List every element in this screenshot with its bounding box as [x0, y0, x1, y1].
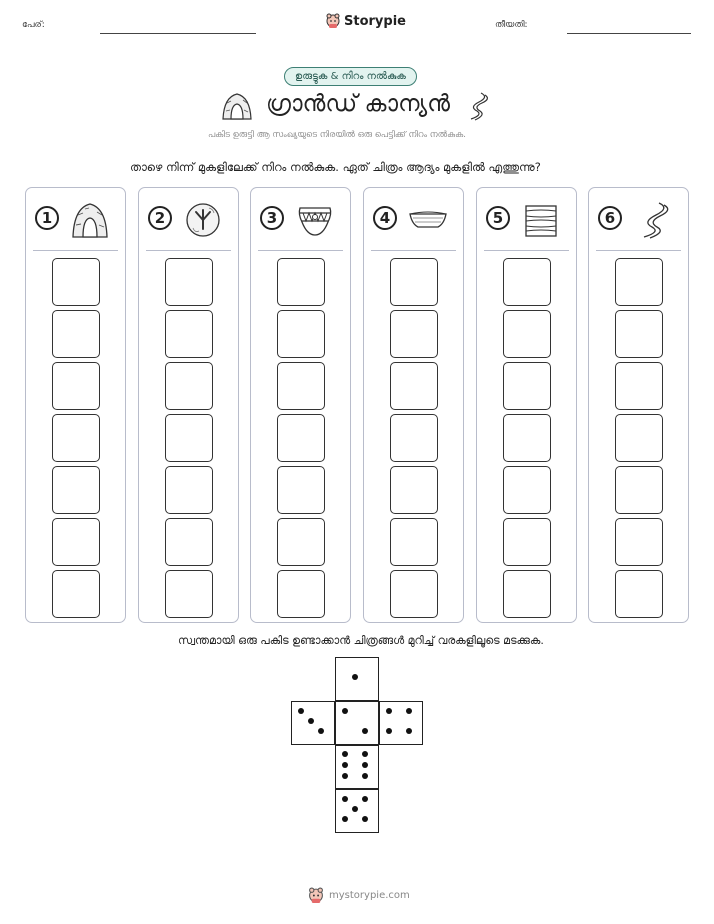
column-divider — [258, 250, 343, 251]
color-box[interactable] — [503, 518, 551, 566]
die-pip — [342, 796, 348, 802]
color-box[interactable] — [277, 518, 325, 566]
column-number: 5 — [486, 206, 510, 230]
river-icon — [463, 91, 491, 121]
color-box[interactable] — [52, 310, 100, 358]
dice-column-3 — [250, 187, 351, 623]
color-box[interactable] — [615, 258, 663, 306]
column-header — [364, 188, 463, 250]
color-box[interactable] — [615, 518, 663, 566]
color-box[interactable] — [615, 570, 663, 618]
page-title: ഗ്രാൻഡ് കാന്യൻ — [266, 91, 450, 117]
die-pip — [352, 674, 358, 680]
color-box[interactable] — [165, 518, 213, 566]
color-box[interactable] — [390, 362, 438, 410]
dice-column-6 — [588, 187, 689, 623]
color-box[interactable] — [390, 310, 438, 358]
die-pip — [362, 751, 368, 757]
dice-column-5 — [476, 187, 577, 623]
column-divider — [371, 250, 456, 251]
die-face-4 — [379, 701, 423, 745]
column-number: 6 — [598, 206, 622, 230]
boat-icon — [408, 200, 448, 240]
color-box[interactable] — [165, 362, 213, 410]
color-box[interactable] — [503, 310, 551, 358]
color-box[interactable] — [52, 258, 100, 306]
column-number: 1 — [35, 206, 59, 230]
die-pip — [308, 718, 314, 724]
die-pip — [362, 816, 368, 822]
column-divider — [484, 250, 569, 251]
color-box[interactable] — [503, 258, 551, 306]
name-line[interactable] — [100, 33, 256, 34]
dice-column-4 — [363, 187, 464, 623]
color-box[interactable] — [52, 466, 100, 514]
die-pip — [342, 816, 348, 822]
die-face-6 — [335, 745, 379, 789]
color-box[interactable] — [277, 570, 325, 618]
color-box[interactable] — [165, 310, 213, 358]
die-face-5 — [335, 789, 379, 833]
die-face-3 — [291, 701, 335, 745]
activity-badge: ഉരുട്ടുക & നിറം നൽകുക — [284, 67, 417, 86]
date-label: തീയതി: — [495, 20, 528, 30]
color-box[interactable] — [503, 362, 551, 410]
color-box[interactable] — [503, 570, 551, 618]
cave-icon — [70, 200, 110, 240]
die-pip — [318, 728, 324, 734]
color-box[interactable] — [615, 310, 663, 358]
die-pip — [342, 773, 348, 779]
die-pip — [362, 728, 368, 734]
column-header — [477, 188, 576, 250]
dice-column-1 — [25, 187, 126, 623]
column-header — [139, 188, 238, 250]
column-divider — [33, 250, 118, 251]
column-number: 2 — [148, 206, 172, 230]
color-box[interactable] — [277, 466, 325, 514]
cave-icon — [221, 91, 253, 121]
column-header — [251, 188, 350, 250]
die-pip — [386, 728, 392, 734]
color-box[interactable] — [503, 466, 551, 514]
die-pip — [342, 762, 348, 768]
color-box[interactable] — [390, 466, 438, 514]
river-icon — [633, 200, 673, 240]
color-box[interactable] — [165, 570, 213, 618]
color-box[interactable] — [165, 466, 213, 514]
brand-name: Storypie — [344, 13, 406, 29]
color-box[interactable] — [615, 362, 663, 410]
clay-pot-icon — [295, 200, 335, 240]
dice-column-2 — [138, 187, 239, 623]
column-divider — [596, 250, 681, 251]
color-box[interactable] — [165, 258, 213, 306]
die-face-2 — [335, 701, 379, 745]
column-number: 4 — [373, 206, 397, 230]
die-pip — [342, 708, 348, 714]
die-instruction: സ്വന്തമായി ഒരു പകിട ഉണ്ടാക്കാൻ ചിത്രങ്ങൾ മുറിച്ച് വരകളിലൂടെ മടക്കുക. — [178, 634, 544, 647]
color-box[interactable] — [277, 362, 325, 410]
color-box[interactable] — [52, 414, 100, 462]
column-header — [589, 188, 688, 250]
color-box[interactable] — [503, 414, 551, 462]
storypie-mascot-icon — [326, 13, 340, 29]
die-pip — [406, 728, 412, 734]
die-face-1 — [335, 657, 379, 701]
color-box[interactable] — [52, 362, 100, 410]
footer-url[interactable]: mystorypie.com — [329, 890, 410, 901]
color-box[interactable] — [277, 414, 325, 462]
subtitle: പകിട ഉരുട്ടി ആ സംഖ്യയുടെ നിരയിൽ ഒരു പെട്ടിക്ക് നിറം നൽകുക. — [208, 130, 466, 140]
die-pip — [386, 708, 392, 714]
color-box[interactable] — [390, 570, 438, 618]
column-divider — [146, 250, 231, 251]
question-text: താഴെ നിന്ന് മുകളിലേക്ക് നിറം നൽകുക. ഏത് ചിത്രം ആദ്യം മുകളിൽ എത്തുന്നു? — [130, 160, 541, 174]
color-box[interactable] — [615, 414, 663, 462]
die-pip — [362, 762, 368, 768]
color-box[interactable] — [277, 258, 325, 306]
date-line[interactable] — [567, 33, 691, 34]
color-box[interactable] — [615, 466, 663, 514]
column-header — [26, 188, 125, 250]
die-pip — [298, 708, 304, 714]
die-pip — [362, 773, 368, 779]
die-pip — [406, 708, 412, 714]
brand-logo — [326, 13, 406, 29]
column-number: 3 — [260, 206, 284, 230]
color-box[interactable] — [165, 414, 213, 462]
fossil-footprint-icon — [183, 200, 223, 240]
color-box[interactable] — [52, 518, 100, 566]
rock-layers-icon — [521, 200, 561, 240]
storypie-mascot-icon — [308, 887, 324, 904]
color-box[interactable] — [390, 258, 438, 306]
die-pip — [362, 796, 368, 802]
die-pip — [342, 751, 348, 757]
color-box[interactable] — [277, 310, 325, 358]
color-box[interactable] — [390, 414, 438, 462]
name-label: പേര്: — [22, 20, 45, 30]
color-box[interactable] — [390, 518, 438, 566]
die-pip — [352, 806, 358, 812]
footer — [308, 887, 410, 904]
color-box[interactable] — [52, 570, 100, 618]
